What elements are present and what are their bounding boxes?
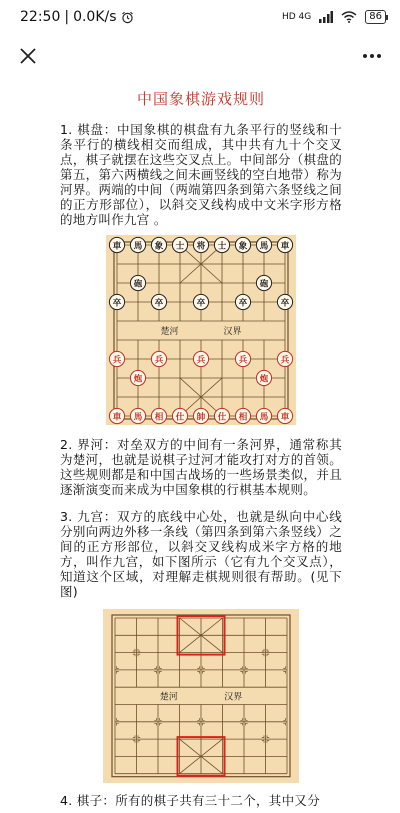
- red-piece: 車: [112, 412, 122, 423]
- river-label-right: 汉界: [224, 692, 243, 703]
- article: [60, 78, 342, 813]
- status-time: 22:50: [20, 9, 61, 25]
- black-pawn: 卒: [154, 298, 164, 309]
- signal-icon: [319, 11, 333, 23]
- black-pawn: 卒: [112, 298, 122, 309]
- black-piece: 象: [238, 241, 248, 252]
- red-pawn: 兵: [280, 355, 290, 366]
- status-separator: |: [64, 9, 70, 25]
- black-piece: 車: [280, 241, 290, 252]
- black-piece: 馬: [133, 241, 143, 252]
- black-pawn: 卒: [238, 298, 248, 309]
- paragraph-palace: 3. 九宫：双方的底线中心处，也就是纵向中心线分别向两边外移一条线（第四条到第六条竖线）之间的正方形部位，以斜交叉线构成米字方格的地方，叫作九宫，如下图所示（它有九个交叉点），知道这个区域，对理解走棋规则很有帮助。(见下图): [60, 509, 342, 599]
- red-cannon: 炮: [133, 374, 143, 385]
- status-left: [20, 9, 134, 25]
- black-cannon: 砲: [259, 279, 269, 290]
- paragraph-pieces: 4. 棋子：所有的棋子共有三十二个，其中又分: [60, 793, 321, 808]
- black-pawn: 卒: [280, 298, 290, 309]
- red-pawn: 兵: [112, 355, 122, 366]
- red-pawn: 兵: [154, 355, 164, 366]
- paragraph-river: 2. 界河：对垒双方的中间有一条河界，通常称其为楚河，也就是说棋子过河才能攻打对方的首领。这些规则都是和中国古战场的一些场景类似，并且逐渐演变而来成为中国象棋的行棋基本规则。: [60, 437, 342, 497]
- river-label-right: 汉界: [223, 327, 242, 337]
- page-content[interactable]: [0, 78, 400, 808]
- status-speed: 0.0K/s: [73, 9, 117, 25]
- red-pawn: 兵: [196, 355, 206, 366]
- xiangqi-board-initial: [106, 235, 296, 425]
- red-piece: 帥: [196, 412, 206, 423]
- river-label-left: 楚河: [159, 692, 178, 703]
- alarm-icon: [121, 11, 134, 24]
- xiangqi-board-palace: [103, 609, 299, 783]
- article-title: 中国象棋游戏规则: [136, 90, 265, 108]
- red-piece: 馬: [133, 412, 143, 423]
- black-piece: 象: [154, 241, 164, 252]
- red-piece: 仕: [217, 412, 227, 423]
- top-toolbar: [0, 34, 400, 78]
- red-cannon: 炮: [259, 374, 269, 385]
- black-piece: 馬: [259, 241, 269, 252]
- black-pawn: 卒: [196, 298, 206, 309]
- status-right: [282, 10, 386, 24]
- close-icon: [19, 47, 37, 65]
- network-label: HD 4G: [282, 12, 312, 22]
- black-piece: 士: [175, 241, 185, 252]
- red-piece: 仕: [175, 412, 185, 423]
- close-button[interactable]: [14, 42, 42, 70]
- black-piece: 将: [196, 241, 206, 252]
- more-button[interactable]: [358, 42, 386, 70]
- more-icon: [362, 53, 382, 59]
- battery-indicator: 86: [365, 10, 386, 24]
- red-piece: 相: [238, 412, 248, 423]
- river-label-left: 楚河: [160, 327, 179, 337]
- status-bar: [0, 0, 400, 34]
- wifi-icon: [341, 11, 357, 23]
- red-piece: 相: [154, 412, 164, 423]
- red-piece: 車: [280, 412, 290, 423]
- paragraph-board: 1. 棋盘：中国象棋的棋盘有九条平行的竖线和十条平行的横线相交而组成，其中共有九十个交叉点，棋子就摆在这些交叉点上。中间部分（棋盘的第五，第六两横线之间未画竖线的空白地带）称为河界。两端的中间（两端第四条到第六条竖线之间的正方形部位），以斜交叉线构成中文米字形方格的地方叫作九宫 。: [60, 122, 342, 227]
- red-piece: 馬: [259, 412, 269, 423]
- black-cannon: 砲: [133, 279, 143, 290]
- black-piece: 車: [112, 241, 122, 252]
- red-pawn: 兵: [238, 355, 248, 366]
- black-piece: 士: [217, 241, 227, 252]
